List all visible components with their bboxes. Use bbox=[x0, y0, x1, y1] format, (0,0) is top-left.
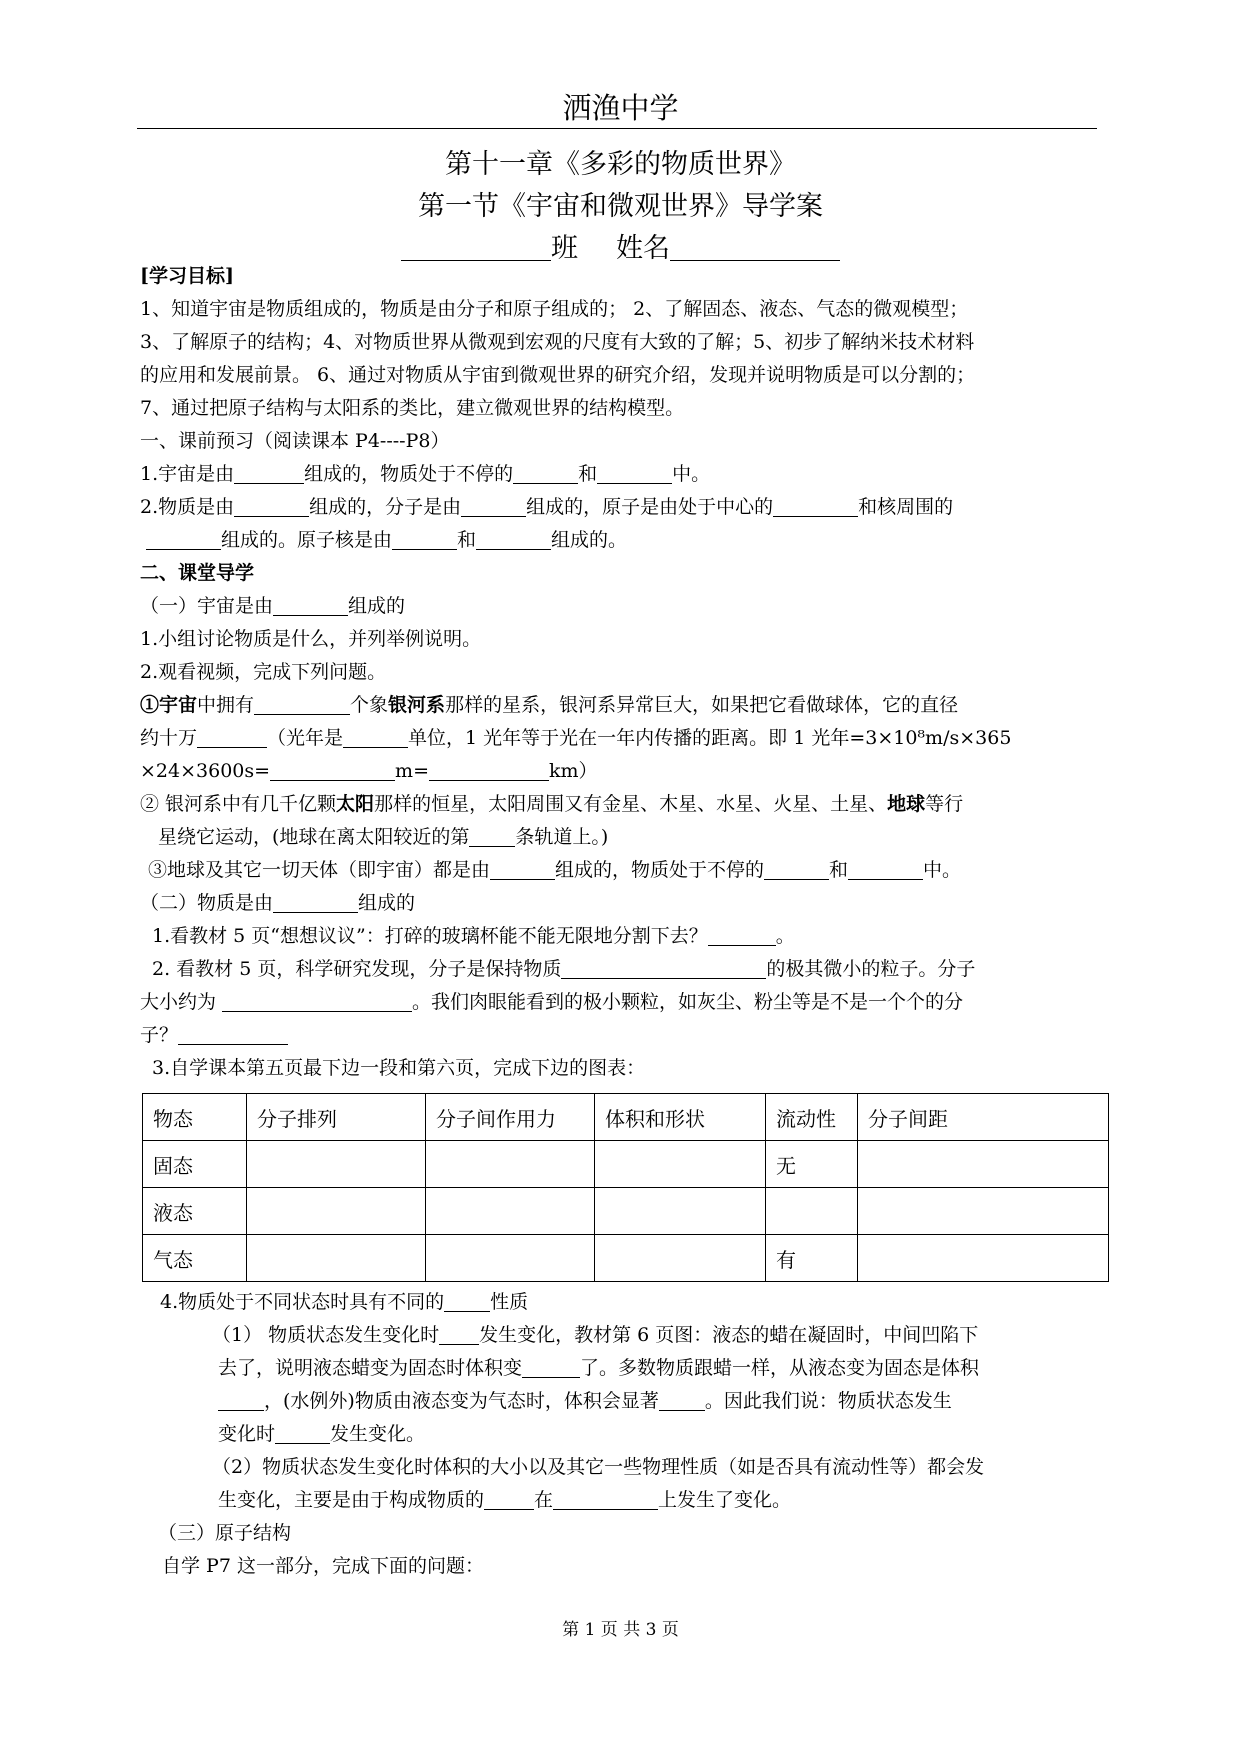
item-sun-cont: 星绕它运动，(地球在离太阳较近的第 条轨道上。) bbox=[158, 826, 609, 848]
answer-blank[interactable] bbox=[461, 497, 526, 517]
para-1-end: 变化时 发生变化。 bbox=[218, 1423, 426, 1445]
answer-blank[interactable] bbox=[561, 959, 766, 979]
item-galaxy: ①宇宙中拥有 个象银河系那样的星系，银河系异常巨大，如果把它看做球体，它的直径 bbox=[140, 694, 959, 716]
preview-heading: 一、课前预习（阅读课本 P4----P8） bbox=[140, 430, 450, 452]
answer-blank[interactable] bbox=[522, 1358, 580, 1378]
answer-blank[interactable] bbox=[848, 860, 923, 880]
table-header: 物态 bbox=[143, 1094, 247, 1141]
table-cell: 有 bbox=[766, 1235, 858, 1282]
answer-blank[interactable] bbox=[146, 530, 221, 550]
answer-blank[interactable] bbox=[234, 497, 309, 517]
table-header: 体积和形状 bbox=[595, 1094, 766, 1141]
matter-q3: 3.自学课本第五页最下边一段和第六页，完成下边的图表： bbox=[152, 1057, 646, 1079]
objective-line: 的应用和发展前景。 6、通过对物质从宇宙到微观世界的研究介绍，发现并说明物质是可以分割的； bbox=[140, 364, 976, 386]
guide-heading: 二、课堂导学 bbox=[140, 562, 255, 584]
class-blank[interactable] bbox=[401, 233, 551, 261]
answer-blank[interactable] bbox=[439, 1325, 479, 1345]
answer-blank[interactable] bbox=[343, 728, 408, 748]
header-rule bbox=[137, 128, 1097, 129]
answer-blank[interactable] bbox=[773, 497, 858, 517]
answer-blank[interactable] bbox=[513, 464, 578, 484]
answer-blank[interactable] bbox=[270, 761, 395, 781]
name-blank[interactable] bbox=[670, 233, 840, 261]
preview-q2: 2.物质是由 组成的，分子是由 组成的，原子是由处于中心的 和核周围的 bbox=[140, 496, 954, 518]
item-galaxy-calc: ×24×3600s= m= km） bbox=[140, 760, 598, 782]
objective-line: 3、了解原子的结构；4、对物质世界从微观到宏观的尺度有大致的了解；5、初步了解纳米技术材料 bbox=[140, 331, 975, 353]
table-cell[interactable] bbox=[247, 1188, 426, 1235]
table-cell[interactable] bbox=[247, 1235, 426, 1282]
preview-q2-cont: 组成的。原子核是由 和 组成的。 bbox=[140, 524, 1100, 557]
matter-q2-end: 子？ bbox=[140, 1019, 1100, 1052]
discussion-question: 1.小组讨论物质是什么，并列举例说明。 bbox=[140, 628, 482, 650]
matter-q1: 1.看教材 5 页“想想议议”：打碎的玻璃杯能不能无限地分割下去？ 。 bbox=[152, 925, 795, 947]
table-cell: 固态 bbox=[143, 1141, 247, 1188]
answer-blank[interactable] bbox=[708, 926, 776, 946]
matter-q2: 2. 看教材 5 页，科学研究发现，分子是保持物质 的极其微小的粒子。分子 bbox=[152, 958, 976, 980]
table-header: 分子间作用力 bbox=[426, 1094, 595, 1141]
objective-line: 7、通过把原子结构与太阳系的类比，建立微观世界的结构模型。 bbox=[140, 397, 685, 419]
answer-blank[interactable] bbox=[218, 1391, 264, 1411]
table-cell: 无 bbox=[766, 1141, 858, 1188]
item-earth: ③地球及其它一切天体（即宇宙）都是由 组成的，物质处于不停的 和 中。 bbox=[148, 859, 962, 881]
para-1-cont2: ，(水例外)物质由液态变为气态时，体积会显著 。因此我们说：物质状态发生 bbox=[140, 1385, 1100, 1418]
answer-blank[interactable] bbox=[469, 827, 515, 847]
table-cell[interactable] bbox=[595, 1235, 766, 1282]
answer-blank[interactable] bbox=[197, 728, 267, 748]
answer-blank[interactable] bbox=[659, 1391, 705, 1411]
item-galaxy-cont: 约十万 （光年是 单位，1 光年等于光在一年内传播的距离。即 1 光年=3×10⁸m/s×365 bbox=[140, 727, 1012, 749]
section-universe: （一）宇宙是由 组成的 bbox=[140, 595, 406, 617]
name-label: 姓名 bbox=[616, 233, 670, 264]
table-cell[interactable] bbox=[858, 1235, 1109, 1282]
answer-blank[interactable] bbox=[234, 464, 304, 484]
item-sun: ② 银河系中有几千亿颗太阳那样的恒星，太阳周围又有金星、木星、水星、火星、土星、地球等行 bbox=[140, 793, 964, 815]
matter-q2-cont: 大小约为 。我们肉眼能看到的极小颗粒，如灰尘、粉尘等是不是一个个的分 bbox=[140, 991, 964, 1013]
table-cell[interactable] bbox=[595, 1141, 766, 1188]
table-cell[interactable] bbox=[858, 1141, 1109, 1188]
answer-blank[interactable] bbox=[178, 1025, 288, 1045]
table-cell[interactable] bbox=[426, 1235, 595, 1282]
table-cell[interactable] bbox=[595, 1188, 766, 1235]
table-cell[interactable] bbox=[426, 1141, 595, 1188]
answer-blank[interactable] bbox=[254, 695, 350, 715]
objective-line: 1、知道宇宙是物质组成的，物质是由分子和原子组成的； 2、了解固态、液态、气态的微观模型； bbox=[140, 298, 969, 320]
chapter-title: 第十一章《多彩的物质世界》 bbox=[445, 149, 796, 180]
table-cell[interactable] bbox=[766, 1188, 858, 1235]
answer-blank[interactable] bbox=[444, 1292, 490, 1312]
states-table bbox=[142, 1093, 1109, 1282]
answer-blank[interactable] bbox=[476, 530, 551, 550]
answer-blank[interactable] bbox=[490, 860, 555, 880]
answer-blank[interactable] bbox=[275, 1424, 330, 1444]
answer-blank[interactable] bbox=[597, 464, 672, 484]
objectives-heading: [学习目标] bbox=[140, 265, 234, 287]
atom-instruction: 自学 P7 这一部分，完成下面的问题： bbox=[162, 1555, 484, 1577]
states-q4: 4.物质处于不同状态时具有不同的 性质 bbox=[160, 1291, 529, 1313]
para-1: （1） 物质状态发生变化时 发生变化，教材第 6 页图：液态的蜡在凝固时，中间凹陷下 bbox=[212, 1324, 979, 1346]
para-1-cont: 去了，说明液态蜡变为固态时体积变 了。多数物质跟蜡一样，从液态变为固态是体积 bbox=[218, 1357, 980, 1379]
table-header: 流动性 bbox=[766, 1094, 858, 1141]
para-2-cont: 生变化，主要是由于构成物质的 在 上发生了变化。 bbox=[218, 1489, 792, 1511]
preview-q1: 1.宇宙是由 组成的，物质处于不停的 和 中。 bbox=[140, 463, 711, 485]
para-2: （2）物质状态发生变化时体积的大小以及其它一些物理性质（如是否具有流动性等）都会发 bbox=[212, 1456, 985, 1478]
answer-blank[interactable] bbox=[764, 860, 829, 880]
answer-blank[interactable] bbox=[222, 992, 412, 1012]
answer-blank[interactable] bbox=[484, 1490, 534, 1510]
section-matter: （二）物质是由 组成的 bbox=[140, 892, 416, 914]
section-atom: （三）原子结构 bbox=[158, 1522, 292, 1544]
video-question: 2.观看视频，完成下列问题。 bbox=[140, 661, 387, 683]
school-name: 洒渔中学 bbox=[562, 91, 679, 125]
after-table-content bbox=[140, 1286, 1100, 1583]
table-header: 分子排列 bbox=[247, 1094, 426, 1141]
table-cell: 液态 bbox=[143, 1188, 247, 1235]
answer-blank[interactable] bbox=[273, 893, 358, 913]
section-title: 第一节《宇宙和微观世界》导学案 bbox=[418, 191, 823, 222]
table-header-row bbox=[143, 1094, 1109, 1141]
answer-blank[interactable] bbox=[392, 530, 457, 550]
answer-blank[interactable] bbox=[429, 761, 549, 781]
table-row bbox=[143, 1235, 1109, 1282]
table-cell: 气态 bbox=[143, 1235, 247, 1282]
table-cell[interactable] bbox=[426, 1188, 595, 1235]
table-header: 分子间距 bbox=[858, 1094, 1109, 1141]
page-footer: 第 1 页 共 3 页 bbox=[562, 1620, 679, 1640]
class-label: 班 bbox=[551, 233, 578, 264]
table-row bbox=[143, 1141, 1109, 1188]
table-cell[interactable] bbox=[858, 1188, 1109, 1235]
table-row bbox=[143, 1188, 1109, 1235]
table-cell[interactable] bbox=[247, 1141, 426, 1188]
answer-blank[interactable] bbox=[553, 1490, 658, 1510]
answer-blank[interactable] bbox=[273, 596, 348, 616]
main-content bbox=[140, 260, 1100, 1085]
